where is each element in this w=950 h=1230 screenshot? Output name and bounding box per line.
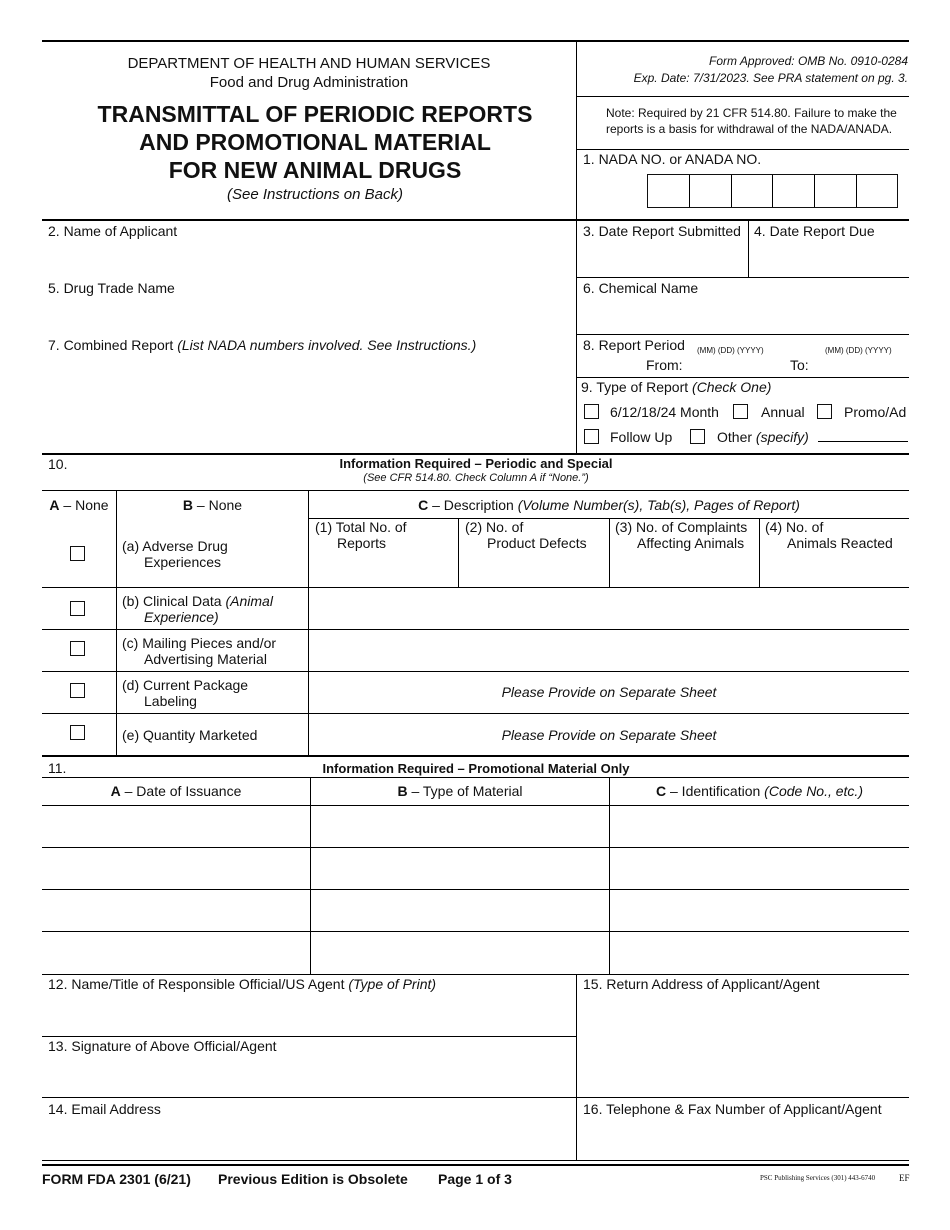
regulation-note: reports is a basis for withdrawal of the NADA/ANADA. (606, 122, 893, 136)
section10-subtitle: (See CFR 514.80. Check Column A if “None.”) (363, 472, 589, 484)
top-border (42, 40, 909, 42)
col-c-letter: C (418, 497, 429, 513)
package-labeling-none-checkbox[interactable] (70, 683, 85, 698)
box-divider (731, 175, 732, 207)
combined-report-label (48, 337, 476, 353)
rule (42, 805, 909, 806)
expiration-date: Exp. Date: 7/31/2023. See PRA statement on pg. 3. (633, 71, 908, 85)
rule (42, 490, 909, 491)
rule (42, 713, 909, 714)
adverse-experiences-label: Experiences (144, 554, 222, 570)
col-a-text: – None (59, 497, 109, 513)
column-b-header (117, 497, 308, 513)
applicant-name-label: 2. Name of Applicant (48, 223, 178, 239)
report-type-text: 9. Type of Report (581, 379, 693, 395)
rule (576, 975, 577, 1161)
rule (577, 277, 909, 278)
rule (42, 671, 909, 672)
rule (609, 519, 610, 587)
rule (458, 519, 459, 587)
rule (42, 219, 909, 221)
report-period-from: From: (646, 357, 683, 373)
box-divider (814, 175, 815, 207)
separate-sheet-note: Please Provide on Separate Sheet (501, 727, 717, 743)
clinical-data-label (122, 593, 273, 609)
other-text: Other (717, 429, 756, 445)
agency-name: Food and Drug Administration (209, 74, 409, 91)
follow-up-label: Follow Up (610, 429, 673, 445)
complaints-header: Affecting Animals (637, 535, 745, 551)
identification-hint: (Code No., etc.) (764, 783, 863, 799)
report-type-label (581, 379, 771, 395)
instructions-note: (See Instructions on Back) (227, 186, 403, 203)
quantity-marketed-none-checkbox[interactable] (70, 725, 85, 740)
rule (42, 587, 909, 588)
combined-report-text: 7. Combined Report (48, 337, 178, 353)
box-divider (856, 175, 857, 207)
material-text: – Type of Material (407, 783, 523, 799)
box-divider (772, 175, 773, 207)
date-submitted-label: 3. Date Report Submitted (583, 223, 741, 239)
col-a-letter: A (49, 497, 60, 513)
rule (42, 629, 909, 630)
clinical-data-hint: Experience) (144, 609, 219, 625)
bottom-border (42, 1160, 909, 1161)
annual-report-checkbox[interactable] (733, 404, 748, 419)
quantity-marketed-label: (e) Quantity Marketed (122, 727, 258, 743)
rule (116, 491, 117, 755)
date-format-to: (MM) (DD) (YYYY) (825, 346, 892, 355)
signature-label: 13. Signature of Above Official/Agent (48, 1038, 277, 1054)
form-title-line3: FOR NEW ANIMAL DRUGS (168, 157, 462, 183)
rule (42, 847, 909, 848)
col-c-text: – Description (428, 497, 518, 513)
rule (748, 220, 749, 278)
responsible-official-label (48, 976, 436, 992)
rule (308, 491, 309, 755)
adverse-experiences-none-checkbox[interactable] (70, 546, 85, 561)
product-defects-header: Product Defects (487, 535, 587, 551)
rule (42, 453, 909, 455)
identification-text: – Identification (666, 783, 765, 799)
identification-header (610, 783, 909, 799)
rule (577, 149, 909, 150)
rule (42, 931, 909, 932)
section10-title: Information Required – Periodic and Special (339, 456, 613, 471)
report-type-hint: (Check One) (692, 379, 772, 395)
animals-reacted-header: Animals Reacted (787, 535, 893, 551)
report-period-label: 8. Report Period (583, 337, 685, 353)
rule (609, 778, 610, 975)
mailing-pieces-none-checkbox[interactable] (70, 641, 85, 656)
promo-ad-checkbox[interactable] (817, 404, 832, 419)
adverse-experiences-label: (a) Adverse Drug (122, 538, 228, 554)
form-number: FORM FDA 2301 (6/21) (42, 1171, 191, 1187)
animals-reacted-header: (4) No. of (765, 519, 824, 535)
clinical-data-hint: (Animal (225, 593, 273, 609)
regulation-note: Note: Required by 21 CFR 514.80. Failure to make the (606, 106, 897, 120)
issuance-text: – Date of Issuance (120, 783, 242, 799)
date-due-label: 4. Date Report Due (754, 223, 875, 239)
clinical-data-none-checkbox[interactable] (70, 601, 85, 616)
issuance-date-header (42, 783, 310, 799)
material-type-header (311, 783, 609, 799)
product-defects-header: (2) No. of (465, 519, 524, 535)
form-title-line2: AND PROMOTIONAL MATERIAL (139, 129, 491, 155)
department-name: DEPARTMENT OF HEALTH AND HUMAN SERVICES (127, 55, 491, 72)
column-c-header (309, 497, 909, 513)
issuance-letter: A (110, 783, 121, 799)
mailing-pieces-label: (c) Mailing Pieces and/or (122, 635, 277, 651)
rule (577, 334, 909, 335)
publisher-note: PSC Publishing Services (301) 443-6740 (760, 1174, 876, 1182)
page-number: Page 1 of 3 (438, 1171, 512, 1187)
date-format-from: (MM) (DD) (YYYY) (697, 346, 764, 355)
column-a-header (42, 497, 116, 513)
rule (42, 889, 909, 890)
complaints-header: (3) No. of Complaints (615, 519, 748, 535)
combined-report-hint: (List NADA numbers involved. See Instructions.) (177, 337, 477, 353)
clinical-data-text: (b) Clinical Data (122, 593, 226, 609)
mailing-pieces-label: Advertising Material (144, 651, 267, 667)
separate-sheet-note: Please Provide on Separate Sheet (501, 684, 717, 700)
section11-title: Information Required – Promotional Material Only (322, 761, 630, 776)
total-reports-header: (1) Total No. of (315, 519, 407, 535)
rule (42, 1097, 909, 1098)
material-letter: B (397, 783, 408, 799)
chemical-name-label: 6. Chemical Name (583, 280, 699, 296)
rule (42, 777, 909, 778)
identification-letter: C (655, 783, 667, 799)
email-address-label: 14. Email Address (48, 1101, 161, 1117)
return-address-label: 15. Return Address of Applicant/Agent (583, 976, 820, 992)
bottom-border (42, 1164, 909, 1166)
omb-approval: Form Approved: OMB No. 0910-0284 (709, 54, 908, 68)
promo-ad-label: Promo/Ad (844, 404, 907, 420)
ef-mark: EF (899, 1173, 910, 1183)
section11-number: 11. (48, 760, 67, 776)
annual-report-label: Annual (761, 404, 805, 420)
col-b-letter: B (182, 497, 194, 513)
drug-trade-name-label: 5. Drug Trade Name (48, 280, 175, 296)
report-period-to: To: (790, 357, 809, 373)
month-report-checkbox[interactable] (584, 404, 599, 419)
responsible-official-text: 12. Name/Title of Responsible Official/US Agent (48, 976, 349, 992)
previous-edition-note: Previous Edition is Obsolete (218, 1171, 408, 1187)
other-hint: (specify) (755, 429, 809, 445)
form-title-line1: TRANSMITTAL OF PERIODIC REPORTS (97, 101, 533, 127)
rule (42, 1036, 576, 1037)
package-labeling-label: Labeling (144, 693, 197, 709)
rule (759, 519, 760, 587)
nada-number-label: 1. NADA NO. or ANADA NO. (583, 151, 762, 167)
rule (310, 778, 311, 975)
month-report-label: 6/12/18/24 Month (610, 404, 719, 420)
follow-up-checkbox[interactable] (584, 429, 599, 444)
telephone-fax-label: 16. Telephone & Fax Number of Applicant/Agent (583, 1101, 882, 1117)
other-report-label (717, 429, 809, 445)
rule (577, 96, 909, 97)
col-b-text: – None (193, 497, 243, 513)
other-specify-line[interactable] (818, 441, 908, 442)
responsible-official-hint: (Type of Print) (348, 976, 437, 992)
box-divider (689, 175, 690, 207)
nada-number-boxes[interactable] (647, 174, 898, 208)
other-report-checkbox[interactable] (690, 429, 705, 444)
rule (577, 377, 909, 378)
package-labeling-label: (d) Current Package (122, 677, 249, 693)
rule (42, 974, 909, 975)
col-c-hint: (Volume Number(s), Tab(s), Pages of Report) (517, 497, 800, 513)
section10-number: 10. (48, 456, 68, 472)
total-reports-header: Reports (337, 535, 387, 551)
rule (42, 755, 909, 757)
